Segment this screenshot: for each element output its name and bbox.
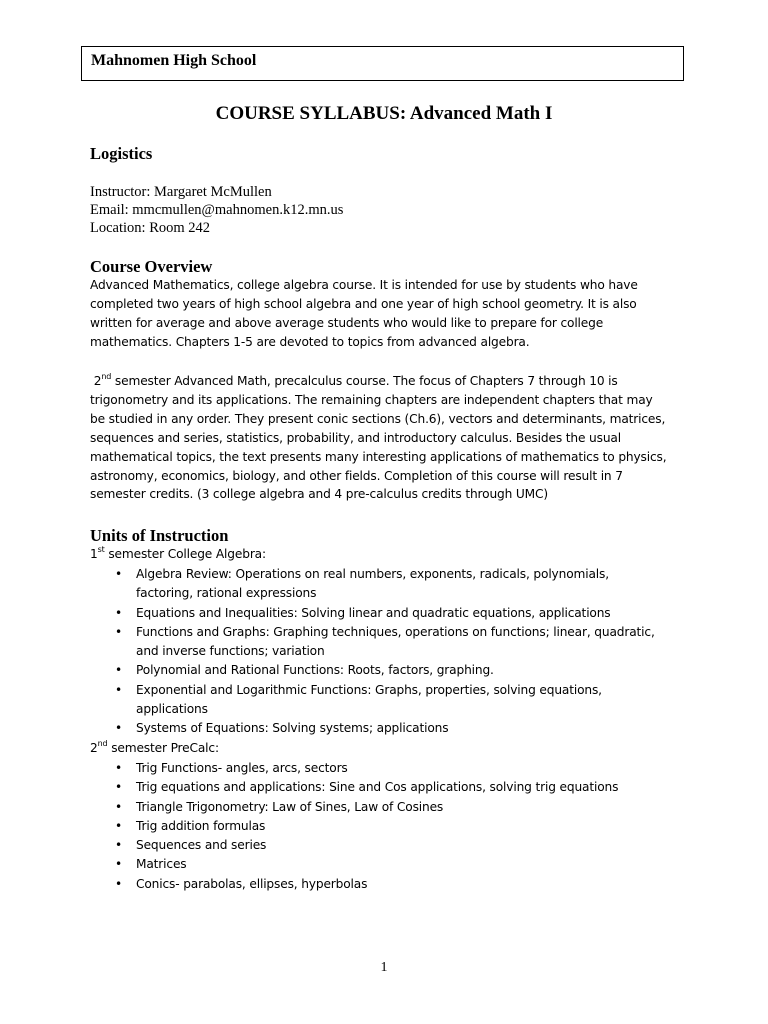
school-name-box <box>81 46 684 81</box>
overview-p2-line: be studied in any order. They present conic sections (Ch.6), vectors and determinants, matrices, <box>90 411 666 426</box>
email-line: Email: mmcmullen@mahnomen.k12.mn.us <box>90 202 344 218</box>
semester-1-title: semester College Algebra: <box>104 547 266 561</box>
page-title: COURSE SYLLABUS: Advanced Math I <box>215 103 553 124</box>
semester-number: 2 <box>93 374 102 388</box>
overview-p2-first-rest: semester Advanced Math, precalculus course. The focus of Chapters 7 through 10 is <box>111 374 618 388</box>
list-item-text: Algebra Review: Operations on real numbers, exponents, radicals, polynomials, <box>136 567 609 581</box>
semester-1-units-list <box>110 565 700 739</box>
list-item <box>110 855 700 874</box>
bullet-icon: • <box>115 624 123 639</box>
list-item <box>110 817 700 836</box>
bullet-icon: • <box>115 663 123 678</box>
course-overview-heading: Course Overview <box>90 257 213 276</box>
units-heading: Units of Instruction <box>90 526 229 545</box>
bullet-icon: • <box>115 721 123 736</box>
list-item <box>110 681 700 720</box>
list-item-text: Functions and Graphs: Graphing techniques, operations on functions; linear, quadratic, <box>136 624 655 639</box>
list-item-text: Polynomial and Rational Functions: Roots, factors, graphing. <box>136 663 494 678</box>
list-item-text-cont: applications <box>136 702 208 717</box>
list-item-text: Trig equations and applications: Sine and Cos applications, solving trig equations <box>136 780 619 795</box>
list-item <box>110 798 700 817</box>
list-item-text: Systems of Equations: Solving systems; applications <box>136 721 449 736</box>
overview-p2-line: trigonometry and its applications. The remaining chapters are independent chapters that may <box>90 392 653 407</box>
list-item <box>110 661 700 680</box>
bullet-icon: • <box>115 605 123 620</box>
semester-1-suffix: st <box>97 544 105 554</box>
list-item-text-cont: and inverse functions; variation <box>136 644 325 659</box>
overview-p1-line: written for average and above average students who would like to prepare for college <box>90 315 604 330</box>
overview-p1-line: completed two years of high school algebra and one year of high school geometry. It is also <box>90 296 637 311</box>
overview-p2-first-line <box>90 372 690 391</box>
list-item <box>110 565 700 604</box>
list-item-text: Conics- parabolas, ellipses, hyperbolas <box>136 876 368 891</box>
page-number: 1 <box>380 960 388 975</box>
semester-2-label <box>90 739 219 757</box>
logistics-heading: Logistics <box>90 144 153 163</box>
overview-p2-line: astronomy, economics, biology, and other fields. Completion of this course will result in 7 <box>90 468 623 483</box>
list-item-text: Triangle Trigonometry: Law of Sines, Law of Cosines <box>136 799 444 814</box>
school-name: Mahnomen High School <box>91 52 257 69</box>
semester-2-number: 2 <box>90 741 98 755</box>
list-item-text: Trig addition formulas <box>136 818 266 833</box>
list-item <box>110 623 700 662</box>
overview-paragraph-1 <box>90 276 690 352</box>
semester-1-number: 1 <box>90 547 98 561</box>
list-item <box>110 875 700 894</box>
bullet-icon: • <box>115 876 123 891</box>
overview-p2-line: sequences and series, statistics, probability, and introductory calculus. Besides the usual <box>90 430 621 445</box>
list-item <box>110 759 700 778</box>
bullet-icon: • <box>115 818 123 833</box>
list-item-text: Equations and Inequalities: Solving linear and quadratic equations, applications <box>136 605 611 620</box>
list-item <box>110 778 700 797</box>
semester-1-label <box>90 545 266 563</box>
bullet-icon: • <box>115 838 123 853</box>
bullet-icon: • <box>115 857 123 872</box>
bullet-icon: • <box>115 567 123 581</box>
semester-2-suffix: nd <box>97 738 108 748</box>
overview-p2-line: mathematical topics, the text presents many interesting applications of mathematics to physics, <box>90 449 667 464</box>
overview-paragraph-2 <box>90 372 690 504</box>
list-item <box>110 836 700 855</box>
list-item-text: Trig Functions- angles, arcs, sectors <box>136 761 348 775</box>
list-item-text: Exponential and Logarithmic Functions: Graphs, properties, solving equations, <box>136 682 602 697</box>
semester-2-title: semester PreCalc: <box>107 741 219 755</box>
list-item-text: Matrices <box>136 857 187 872</box>
bullet-icon: • <box>115 682 123 697</box>
list-item <box>110 719 700 738</box>
overview-p1-line: Advanced Mathematics, college algebra course. It is intended for use by students who have <box>90 278 638 292</box>
overview-p1-line: mathematics. Chapters 1-5 are devoted to topics from advanced algebra. <box>90 334 530 349</box>
list-item <box>110 604 700 623</box>
ordinal-suffix: nd <box>101 371 112 381</box>
list-item-text-cont: factoring, rational expressions <box>136 586 317 601</box>
location-line: Location: Room 242 <box>90 220 211 236</box>
instructor-line: Instructor: Margaret McMullen <box>90 184 272 200</box>
semester-2-units-list <box>110 759 700 894</box>
bullet-icon: • <box>115 780 123 795</box>
bullet-icon: • <box>115 799 123 814</box>
list-item-text: Sequences and series <box>136 838 267 853</box>
overview-p2-line: semester credits. (3 college algebra and 4 pre-calculus credits through UMC) <box>90 487 549 502</box>
bullet-icon: • <box>115 761 123 775</box>
